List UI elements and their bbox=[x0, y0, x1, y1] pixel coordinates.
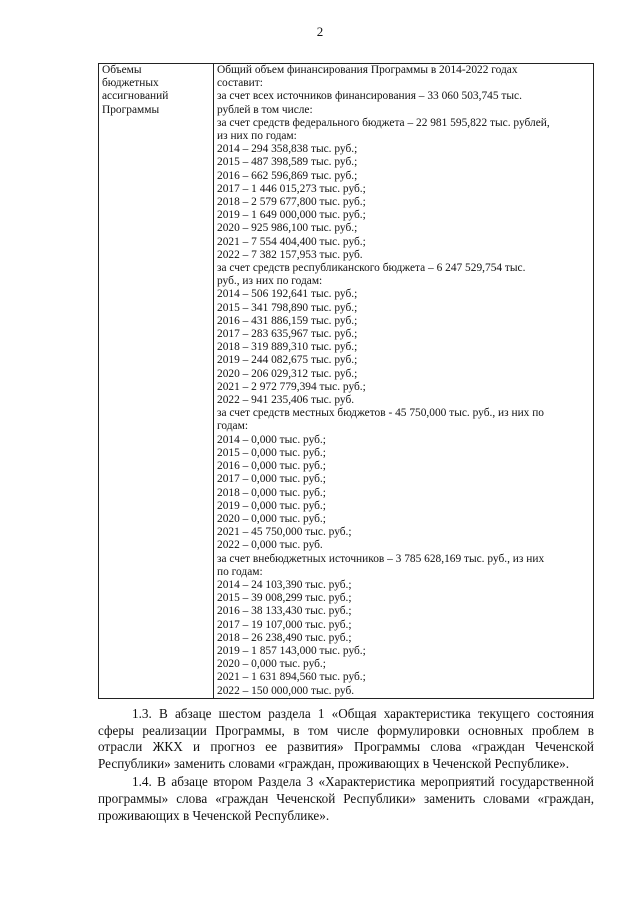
funding-line: 2016 – 431 886,159 тыс. руб.; bbox=[217, 314, 358, 327]
funding-line: 2021 – 2 972 779,394 тыс. руб.; bbox=[217, 380, 366, 393]
funding-table-row bbox=[99, 64, 594, 699]
funding-line: Общий объем финансирования Программы в 2014-2022 годах bbox=[217, 64, 518, 76]
funding-line: 2018 – 319 889,310 тыс. руб.; bbox=[217, 341, 358, 354]
funding-line: по годам: bbox=[217, 565, 263, 578]
funding-line: 2018 – 26 238,490 тыс. руб.; bbox=[217, 631, 352, 644]
funding-line: 2018 – 0,000 тыс. руб.; bbox=[217, 486, 326, 499]
funding-line: 2016 – 0,000 тыс. руб.; bbox=[217, 460, 326, 473]
funding-line: 2020 – 0,000 тыс. руб.; bbox=[217, 658, 326, 671]
funding-line: 2020 – 206 029,312 тыс. руб.; bbox=[217, 367, 358, 380]
funding-line: за счет средств республиканского бюджета – 6 247 529,754 тыс. bbox=[217, 262, 526, 275]
funding-line: 2015 – 341 798,890 тыс. руб.; bbox=[217, 301, 358, 314]
funding-line: 2016 – 662 596,869 тыс. руб.; bbox=[217, 169, 358, 182]
funding-table bbox=[98, 63, 594, 699]
funding-line: 2015 – 39 008,299 тыс. руб.; bbox=[217, 592, 352, 605]
funding-line: 2017 – 0,000 тыс. руб.; bbox=[217, 473, 326, 486]
funding-line: 2019 – 1 857 143,000 тыс. руб.; bbox=[217, 644, 366, 657]
funding-line: 2014 – 506 192,641 тыс. руб.; bbox=[217, 288, 358, 301]
funding-line: 2022 – 0,000 тыс. руб. bbox=[217, 539, 323, 552]
funding-line: за счет средств федерального бюджета – 22 981 595,822 тыс. рублей, bbox=[217, 116, 550, 129]
funding-line: за счет всех источников финансирования – 33 060 503,745 тыс. bbox=[217, 90, 522, 103]
amendment-paragraphs bbox=[98, 706, 594, 826]
funding-line: 2020 – 0,000 тыс. руб.; bbox=[217, 512, 326, 525]
funding-line: 2014 – 0,000 тыс. руб.; bbox=[217, 433, 326, 446]
funding-line: 2022 – 941 235,406 тыс. руб. bbox=[217, 394, 355, 407]
funding-line: 2020 – 925 986,100 тыс. руб.; bbox=[217, 222, 358, 235]
funding-line: составит: bbox=[217, 77, 263, 90]
funding-line: 2014 – 24 103,390 тыс. руб.; bbox=[217, 578, 352, 591]
funding-line: 2014 – 294 358,838 тыс. руб.; bbox=[217, 143, 358, 156]
funding-line: 2021 – 45 750,000 тыс. руб.; bbox=[217, 526, 352, 539]
funding-line: 2017 – 19 107,000 тыс. руб.; bbox=[217, 618, 352, 631]
funding-line: 2015 – 487 398,589 тыс. руб.; bbox=[217, 156, 358, 169]
funding-line: 2019 – 1 649 000,000 тыс. руб.; bbox=[217, 209, 366, 222]
funding-line: руб., из них по годам: bbox=[217, 275, 323, 288]
funding-line: 2019 – 0,000 тыс. руб.; bbox=[217, 499, 326, 512]
funding-line: 2015 – 0,000 тыс. руб.; bbox=[217, 446, 326, 459]
funding-line: годам: bbox=[217, 420, 248, 433]
funding-line: 2022 – 7 382 157,953 тыс. руб. bbox=[217, 248, 363, 261]
paragraph-1-4: 1.4. В абзаце втором Раздела 3 «Характеристика мероприятий государственной программы» слова «граждан Чеченской Республики» заменить словами «граждан, проживающих в Чеченской Республике». bbox=[98, 774, 594, 823]
funding-label: Объемы бюджетных ассигнований Программы bbox=[102, 64, 169, 116]
funding-content-cell bbox=[214, 64, 594, 699]
page-number: 2 bbox=[316, 24, 324, 39]
funding-line: 2019 – 244 082,675 тыс. руб.; bbox=[217, 354, 358, 367]
funding-line: 2021 – 7 554 404,400 тыс. руб.; bbox=[217, 235, 366, 248]
funding-line: 2017 – 283 635,967 тыс. руб.; bbox=[217, 328, 358, 341]
funding-line: 2016 – 38 133,430 тыс. руб.; bbox=[217, 605, 352, 618]
funding-line: 2022 – 150 000,000 тыс. руб. bbox=[217, 684, 355, 697]
funding-line: 2021 – 1 631 894,560 тыс. руб.; bbox=[217, 671, 366, 684]
funding-label-cell bbox=[99, 64, 214, 699]
funding-line: за счет средств местных бюджетов - 45 750,000 тыс. руб., из них по bbox=[217, 407, 544, 420]
funding-line: из них по годам: bbox=[217, 130, 297, 143]
paragraph-1-3: 1.3. В абзаце шестом раздела 1 «Общая характеристика текущего состояния сферы реализации Программы, в том числе формулировки основных проблем в отрасли ЖКХ и прогноз ее развития» Программы слова «граждан Чеченской Республики» заменить словами «граждан, проживающих в Чеченской Республике». bbox=[98, 706, 594, 771]
funding-line: за счет внебюджетных источников – 3 785 628,169 тыс. руб., из них bbox=[217, 552, 545, 565]
funding-line: 2018 – 2 579 677,800 тыс. руб.; bbox=[217, 196, 366, 209]
funding-line: 2017 – 1 446 015,273 тыс. руб.; bbox=[217, 182, 366, 195]
funding-line: рублей в том числе: bbox=[217, 103, 313, 116]
